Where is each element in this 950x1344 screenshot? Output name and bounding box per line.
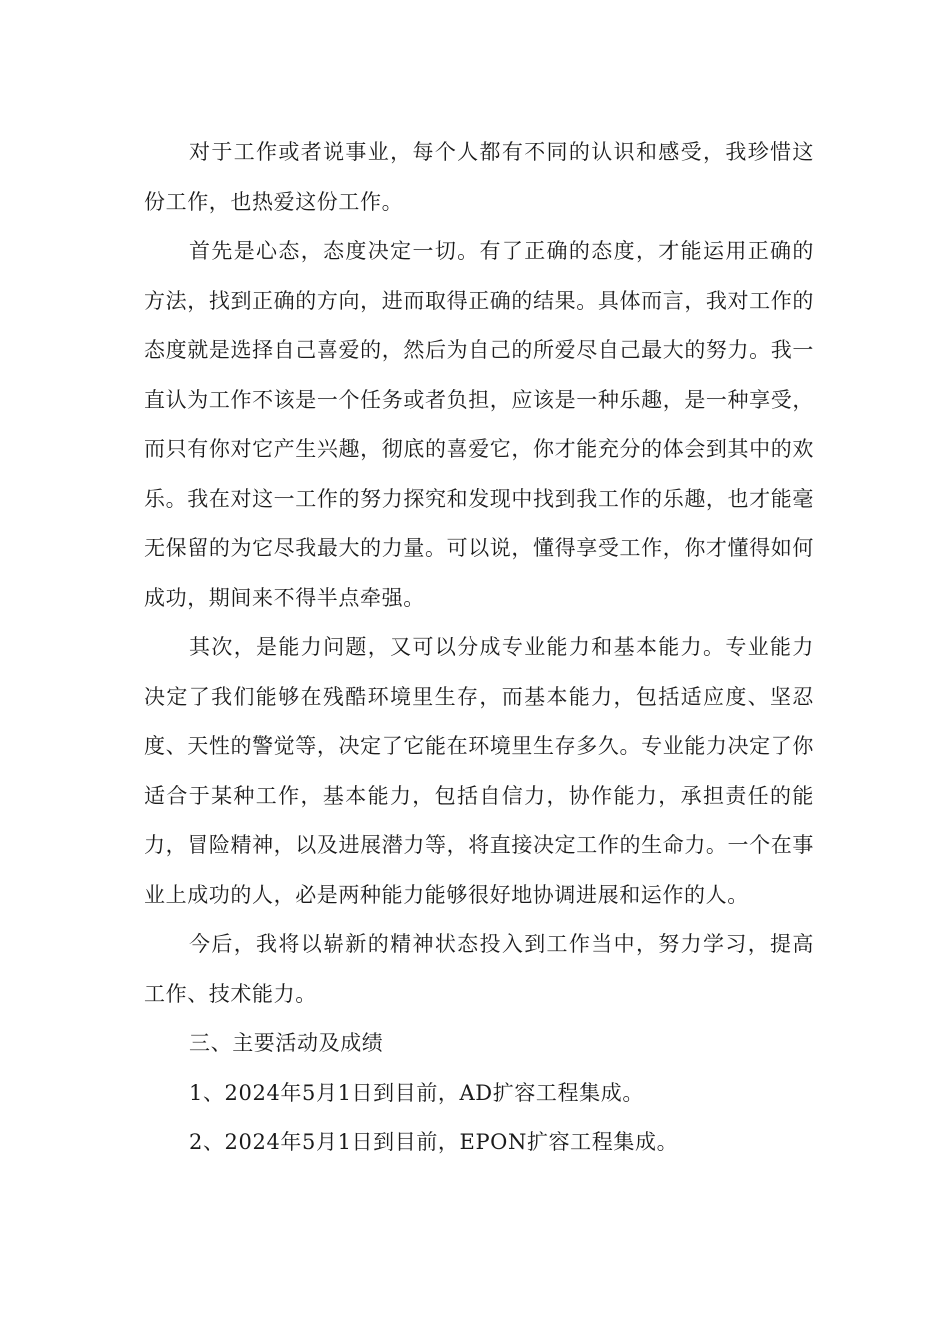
paragraph-future-plan: 今后，我将以崭新的精神状态投入到工作当中，努力学习，提高工作、技术能力。 — [144, 932, 814, 1006]
document-body — [144, 128, 814, 1168]
list-item-activity-1: 1、2024年5月1日到目前，AD扩容工程集成。 — [189, 1080, 644, 1105]
paragraph-mindset: 首先是心态，态度决定一切。有了正确的态度，才能运用正确的方法，找到正确的方向，进而取得正确的结果。具体而言，我对工作的态度就是选择自己喜爱的，然后为自己的所爱尽自己最大的努力。我一直认为工作不该是一个任务或者负担，应该是一种乐趣，是一种享受，而只有你对它产生兴趣，彻底的喜爱它，你才能充分的体会到其中的欢乐。我在对这一工作的努力探究和发现中找到我工作的乐趣，也才能毫无保留的为它尽我最大的力量。可以说，懂得享受工作，你才懂得如何成功，期间来不得半点牵强。 — [144, 239, 814, 610]
list-item-activity-2: 2、2024年5月1日到目前，EPON扩容工程集成。 — [189, 1130, 679, 1154]
paragraph-work-attitude-intro: 对于工作或者说事业，每个人都有不同的认识和感受，我珍惜这份工作，也热爱这份工作。 — [144, 140, 814, 214]
paragraph-ability: 其次，是能力问题，又可以分成专业能力和基本能力。专业能力决定了我们能够在残酷环境里生存，而基本能力，包括适应度、坚忍度、天性的警觉等，决定了它能在环境里生存多久。专业能力决定了你适合于某种工作，基本能力，包括自信力，协作能力，承担责任的能力，冒险精神，以及进展潜力等，将直接决定工作的生命力。一个在事业上成功的人，必是两种能力能够很好地协调进展和运作的人。 — [144, 635, 814, 907]
section-heading-main-activities: 三、主要活动及成绩 — [189, 1031, 384, 1055]
